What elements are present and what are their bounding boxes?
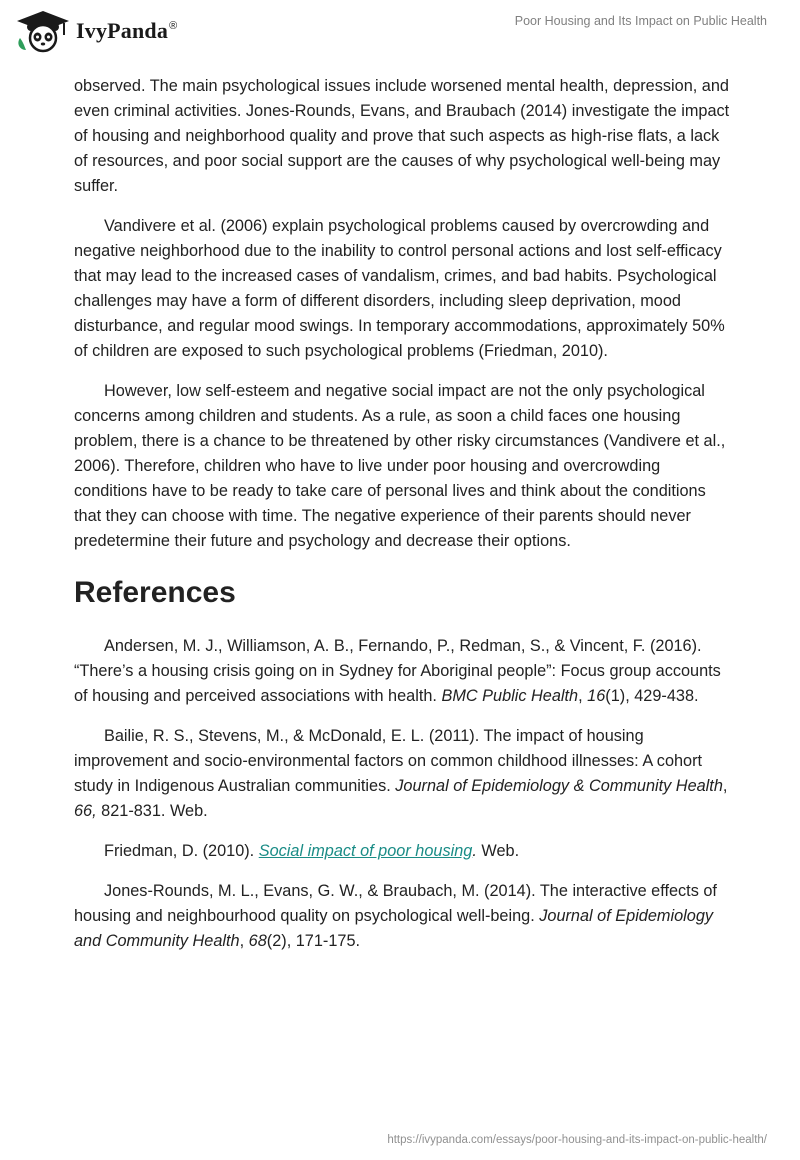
ivypanda-logo[interactable] bbox=[14, 8, 177, 54]
logo-wordmark: IvyPanda® bbox=[76, 18, 178, 43]
body-paragraph: observed. The main psychological issues include worsened mental health, depression, and even criminal activities. Jones-Rounds, Evans, and Braubach (2014) investigate the impact of housing and neighborhood quality and prove that such aspects as high-rise flats, a lack of resources, and poor social support are the causes of why psychological well-being may suffer. bbox=[74, 77, 730, 195]
footer-source-url[interactable]: https://ivypanda.com/essays/poor-housing-and-its-impact-on-public-health/ bbox=[387, 1134, 767, 1146]
reference-entry: Bailie, R. S., Stevens, M., & McDonald, E. L. (2011). The impact of housing improvement and socio-environmental factors on common childhood illnesses: A cohort study in Indigenous Australian communities. Journal of Epidemiology & Community Health, 66, 821-831. Web. bbox=[74, 727, 728, 820]
reference-entry: Andersen, M. J., Williamson, A. B., Fernando, P., Redman, S., & Vincent, F. (2016). “There’s a housing crisis going on in Sydney for Aboriginal people”: Focus group accounts of housing and perceived associations with health. BMC Public Health, 16(1), 429-438. bbox=[74, 637, 721, 705]
body-paragraph: Vandivere et al. (2006) explain psychological problems caused by overcrowding and negative neighborhood due to the inability to control personal actions and lost self-efficacy that may lead to the increased cases of vandalism, crimes, and bad habits. Psychological challenges may have a form of different disorders, including sleep deprivation, mood disturbance, and regular mood swings. In temporary accommodations, approximately 50% of children are exposed to such psychological problems (Friedman, 2010). bbox=[74, 217, 725, 360]
reference-link[interactable]: Social impact of poor housing bbox=[258, 842, 473, 860]
page-header bbox=[0, 0, 800, 70]
body-paragraph: However, low self-esteem and negative social impact are not the only psychological concerns among children and students. As a rule, as soon a child faces one housing problem, there is a chance to be threatened by other risky circumstances (Vandivere et al., 2006). Therefore, children who have to live under poor housing and overcrowding conditions have to be ready to take care of personal lives and think about the conditions that they can choose with time. The negative experience of their parents should never predetermine their future and psychology and decrease their options. bbox=[74, 382, 726, 550]
document-title: Poor Housing and Its Impact on Public Health bbox=[514, 14, 767, 28]
panda-graduate-icon bbox=[14, 8, 72, 54]
reference-entry: Friedman, D. (2010). Social impact of poor housing. Web. bbox=[104, 842, 520, 860]
references-heading: References bbox=[74, 576, 236, 609]
reference-entry: Jones-Rounds, M. L., Evans, G. W., & Braubach, M. (2014). The interactive effects of housing and neighbourhood quality on psychological well-being. Journal of Epidemiology and Community Health, 68(2), 171-175. bbox=[74, 882, 717, 950]
essay-content bbox=[74, 74, 734, 969]
